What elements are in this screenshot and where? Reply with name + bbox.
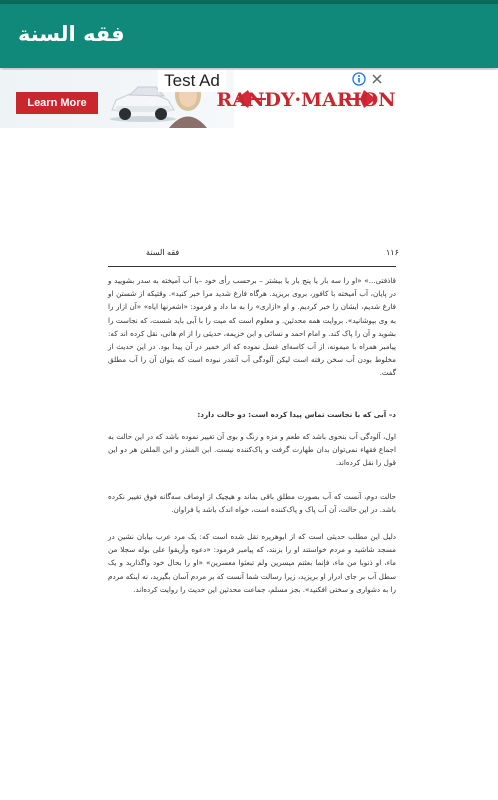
svg-text:RANDY·MARION: RANDY·MARION [216,89,396,111]
paragraph-1: قاذفتی...» «او را سه بار یا پنج بار یا بیشتر – برحسب رأی خود –با آب آمیخته به سدر بشویید و در پایان، آب آمیخته با کافور، بروی بریزید. هرگاه فارغ شدید مرا خبر کنید». وقتیکه از شستن او فارغ شدیم، ایشان را خبر کردیم. و او «ازاری» را به ما داد و فرمود: «اشعرنها ایاه» «آن ازار را به وی بپوشانید». بروایت همه محدثین. و معلوم است که میت را با آبی باید شست، که نجاست را بشوید و آن را پاک کند. و امام احمد و نسائی و ابن خزیمه، حدیثی را از ام هانی، نقل کرده اند که: پیامبر همراه با میمونه، از آب کاسه‌ای غسل نموده که اثر خمیر در آن پیدا بود. در این حدیث از مخلوط بودن آب سخن رفته است لیکن آلودگی آب آنقدر نبوده است که بتوان آن را آب مطلق گفت. [108,276,396,378]
ad-info-icon[interactable] [352,72,366,86]
paragraph-5: دلیل این مطلب حدیثی است که از ابوهریره نقل شده است که: یک مرد عرب بیابان نشین در مسجد شاشید و مردم خواستند او را بزنند، که پیامبر فرمود: «دعوه وأریقوا علی بوله سجلا من ماء، او ذنوبا من ماء، فإنما بعثتم میسرین ولم تبعثوا معسرین» «او را بحال خود واگذارید و یک سطل آب بر جای ادرار او بریزید، زیرا رسالت شما آنست که بر مردم آسان بگیرید، نه اینکه مردم را به دشواری و سختی افکنید». بجز مسلم، جماعت محدثین این حدیث را روایت کرده‌اند. [108,532,396,594]
ad-learn-more-button[interactable]: Learn More [16,92,98,114]
page-header-title: فقه السنة [146,248,180,257]
app-bar [0,4,498,68]
app-title: فقه السنة [18,22,125,46]
header-divider [108,266,396,267]
paragraph-3: اول، آلودگی آب بنحوی باشد که طعم و مزه و رنگ و بوی آن تغییر نموده باشد که در این حالت به اجماع فقهاء نمی‌توان بدان طهارت گرفت و پاک‌کننده نیست. ابن المنذر و ابن الملقن هر دو این قول را نقل کرده‌اند. [108,432,396,468]
ad-close-icon[interactable] [370,72,384,86]
ad-banner[interactable] [0,70,498,128]
ad-test-label: Test Ad [158,70,226,92]
book-page [100,240,398,644]
page-number: ۱۱۶ [386,248,399,257]
section-heading: د– آبی که با نجاست تماس پیدا کرده است: دو حالت دارد: [197,410,396,419]
paragraph-4: حالت دوم، آنست که آب بصورت مطلق باقی بماند و هیچیک از اوصاف سه‌گانه فوق تغییر نکرده باشد. در این حالت، آن آب پاک و پاک‌کننده است، خواه اندک باشد یا فراوان. [108,492,396,515]
